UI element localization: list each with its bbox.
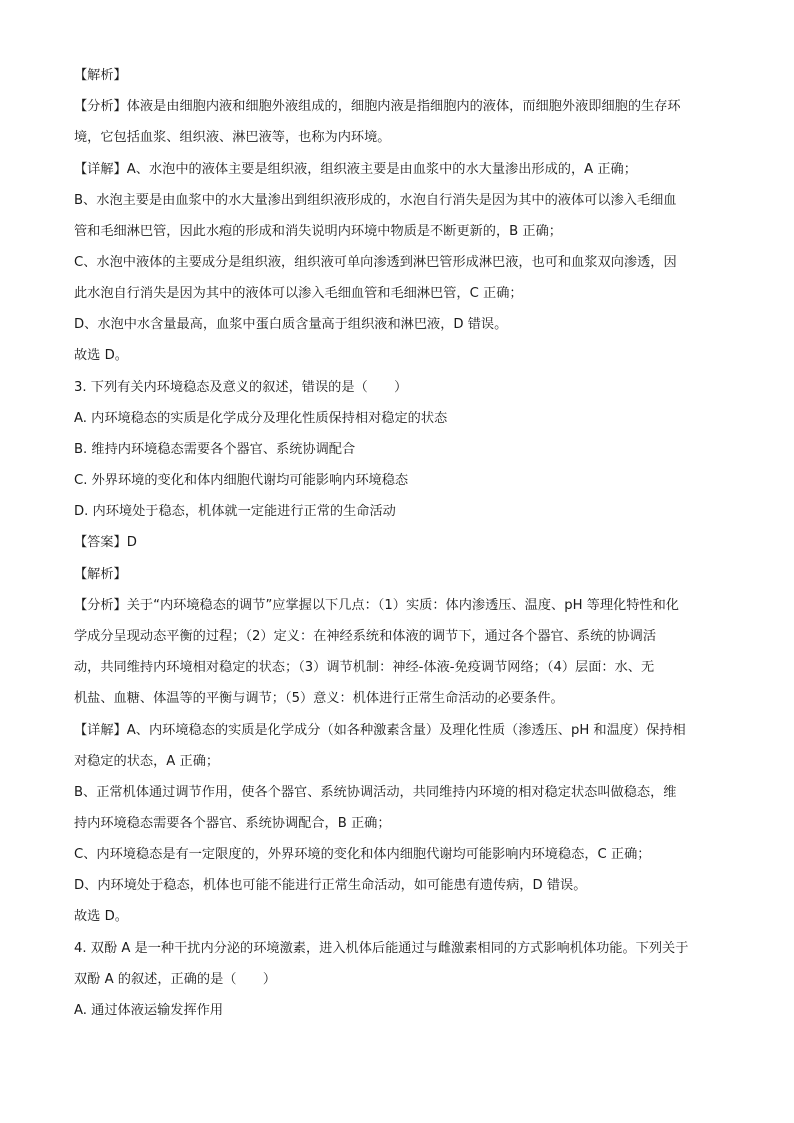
text-line: 【详解】A、水泡中的液体主要是组织液，组织液主要是由血浆中的水大量渗出形成的，A 正确；	[74, 162, 637, 177]
text-line: 【分析】关于“内环境稳态的调节”应掌握以下几点：（1）实质：体内渗透压、温度、pH 等理化特性和化	[74, 598, 679, 613]
text-line: C、内环境稳态是有一定限度的，外界环境的变化和体内细胞代谢均可能影响内环境稳态，C 正确；	[74, 847, 651, 862]
text-line: 机盐、血糖、体温等的平衡与调节；（5）意义：机体进行正常生命活动的必要条件。	[74, 691, 564, 706]
text-line: 【解析】	[74, 68, 127, 83]
option-a: A. 内环境稳态的实质是化学成分及理化性质保持相对稳定的状态	[74, 411, 448, 426]
question-4-stem-cont: 双酚 A 的叙述，正确的是（ ）	[74, 972, 277, 987]
question-4-stem: 4. 双酚 A 是一种干扰内分泌的环境激素，进入机体后能通过与雌激素相同的方式影响机体功能。下列关于	[74, 941, 689, 956]
text-line: B、水泡主要是由血浆中的水大量渗出到组织液形成的，水泡自行消失是因为其中的液体可以渗入毛细血	[74, 193, 677, 208]
text-line: 【分析】体液是由细胞内液和细胞外液组成的，细胞内液是指细胞内的液体，而细胞外液即细胞的生存环	[74, 99, 681, 114]
text-line: 管和毛细淋巴管，因此水疱的形成和消失说明内环境中物质是不断更新的，B 正确；	[74, 224, 562, 239]
text-line: 故选 D。	[74, 348, 128, 363]
text-line: 此水泡自行消失是因为其中的液体可以渗入毛细血管和毛细淋巴管，C 正确；	[74, 286, 523, 301]
text-line: 学成分呈现动态平衡的过程；（2）定义：在神经系统和体液的调节下，通过各个器官、系统的协调活	[74, 629, 657, 644]
text-line: 【解析】	[74, 567, 127, 582]
text-line: B、正常机体通过调节作用，使各个器官、系统协调活动，共同维持内环境的相对稳定状态叫做稳态，维	[74, 785, 677, 800]
question-3-stem: 3. 下列有关内环境稳态及意义的叙述，错误的是（ ）	[74, 380, 408, 395]
option-a: A. 通过体液运输发挥作用	[74, 1003, 224, 1018]
text-line: 境，它包括血浆、组织液、淋巴液等，也称为内环境。	[74, 130, 391, 145]
text-line: 故选 D。	[74, 909, 128, 924]
text-line: 【详解】A、内环境稳态的实质是化学成分（如各种激素含量）及理化性质（渗透压、pH 和温度）保持相	[74, 723, 686, 738]
text-line: D、内环境处于稳态，机体也可能不能进行正常生命活动，如可能患有遗传病，D 错误。	[74, 878, 587, 893]
answer-line: 【答案】D	[74, 535, 137, 550]
text-line: C、水泡中液体的主要成分是组织液，组织液可单向渗透到淋巴管形成淋巴液，也可和血浆双向渗透，因	[74, 255, 677, 270]
text-line: 对稳定的状态，A 正确；	[74, 754, 220, 769]
option-c: C. 外界环境的变化和体内细胞代谢均可能影响内环境稳态	[74, 473, 409, 488]
text-line: D、水泡中水含量最高，血浆中蛋白质含量高于组织液和淋巴液，D 错误。	[74, 317, 508, 332]
text-line: 持内环境稳态需要各个器官、系统协调配合，B 正确；	[74, 816, 391, 831]
option-d: D. 内环境处于稳态，机体就一定能进行正常的生命活动	[74, 504, 396, 519]
text-line: 动，共同维持内环境相对稳定的状态；（3）调节机制：神经-体液-免疫调节网络；（4）层面：水、无	[74, 660, 655, 675]
option-b: B. 维持内环境稳态需要各个器官、系统协调配合	[74, 442, 356, 457]
